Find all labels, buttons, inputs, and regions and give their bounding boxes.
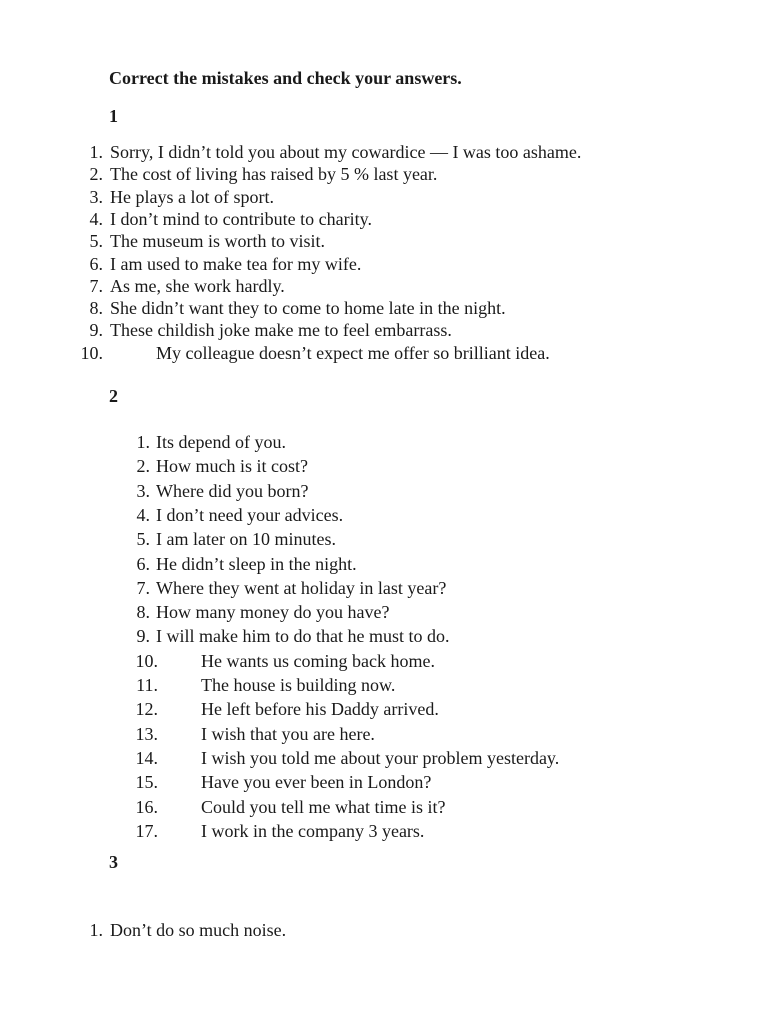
item-text: These childish joke make me to feel embarrass. bbox=[110, 320, 452, 340]
item-number: 1. bbox=[136, 432, 150, 452]
item-text: The museum is worth to visit. bbox=[110, 231, 325, 251]
item-number: 17. bbox=[135, 821, 158, 841]
item-text: As me, she work hardly. bbox=[110, 276, 285, 296]
item-text: I don’t need your advices. bbox=[156, 505, 344, 525]
item-text: Its depend of you. bbox=[156, 432, 286, 452]
item-number: 8. bbox=[89, 298, 103, 318]
item-text: How many money do you have? bbox=[156, 602, 390, 622]
item-number: 4. bbox=[136, 505, 150, 525]
item-text: How much is it cost? bbox=[156, 456, 308, 476]
item-text: Where did you born? bbox=[156, 481, 309, 501]
section-number: 2 bbox=[109, 386, 118, 406]
page-title: Correct the mistakes and check your answers. bbox=[109, 68, 462, 88]
item-number: 10. bbox=[80, 343, 103, 363]
item-number: 11. bbox=[136, 675, 158, 695]
item-number: 8. bbox=[136, 602, 150, 622]
item-text: Could you tell me what time is it? bbox=[201, 797, 446, 817]
item-number: 1. bbox=[89, 920, 103, 940]
item-number: 14. bbox=[135, 748, 158, 768]
item-text: I don’t mind to contribute to charity. bbox=[110, 209, 372, 229]
item-number: 6. bbox=[89, 254, 103, 274]
item-number: 12. bbox=[135, 699, 158, 719]
item-text: She didn’t want they to come to home late in the night. bbox=[110, 298, 506, 318]
item-number: 2. bbox=[89, 164, 103, 184]
item-number: 5. bbox=[89, 231, 103, 251]
item-text: I wish that you are here. bbox=[201, 724, 375, 744]
item-text: He plays a lot of sport. bbox=[110, 187, 274, 207]
item-text: Where they went at holiday in last year? bbox=[156, 578, 447, 598]
item-number: 16. bbox=[135, 797, 158, 817]
item-text: He left before his Daddy arrived. bbox=[201, 699, 439, 719]
item-text: I work in the company 3 years. bbox=[201, 821, 425, 841]
item-text: Sorry, I didn’t told you about my cowardice — I was too ashame. bbox=[110, 142, 582, 162]
item-text: He didn’t sleep in the night. bbox=[156, 554, 357, 574]
section-number: 1 bbox=[109, 106, 118, 126]
item-number: 5. bbox=[136, 529, 150, 549]
item-text: I will make him to do that he must to do. bbox=[156, 626, 450, 646]
item-text: My colleague doesn’t expect me offer so brilliant idea. bbox=[156, 343, 550, 363]
item-number: 3. bbox=[89, 187, 103, 207]
item-text: Don’t do so much noise. bbox=[110, 920, 287, 940]
item-number: 3. bbox=[136, 481, 150, 501]
item-text: He wants us coming back home. bbox=[201, 651, 435, 671]
item-number: 9. bbox=[136, 626, 150, 646]
item-text: I wish you told me about your problem yesterday. bbox=[201, 748, 560, 768]
item-number: 2. bbox=[136, 456, 150, 476]
item-text: I am later on 10 minutes. bbox=[156, 529, 336, 549]
item-text: Have you ever been in London? bbox=[201, 772, 432, 792]
item-number: 10. bbox=[135, 651, 158, 671]
item-number: 13. bbox=[135, 724, 158, 744]
item-number: 15. bbox=[135, 772, 158, 792]
item-number: 1. bbox=[89, 142, 103, 162]
item-number: 7. bbox=[136, 578, 150, 598]
item-number: 4. bbox=[89, 209, 103, 229]
item-number: 7. bbox=[89, 276, 103, 296]
item-text: The house is building now. bbox=[201, 675, 396, 695]
item-text: I am used to make tea for my wife. bbox=[110, 254, 362, 274]
item-number: 9. bbox=[89, 320, 103, 340]
item-number: 6. bbox=[136, 554, 150, 574]
item-text: The cost of living has raised by 5 % last year. bbox=[110, 164, 438, 184]
section-number: 3 bbox=[109, 852, 118, 872]
